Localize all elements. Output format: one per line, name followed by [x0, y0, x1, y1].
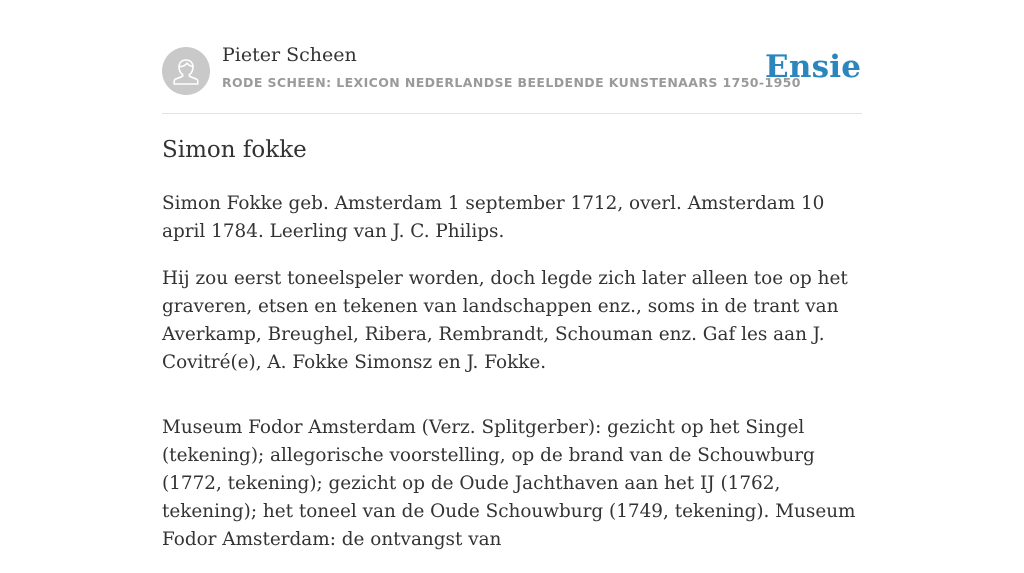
article-body: [162, 190, 862, 573]
user-silhouette-icon: [162, 47, 210, 95]
article-paragraph: Simon Fokke geb. Amsterdam 1 september 1712, overl. Amsterdam 10 april 1784. Leerling van J. C. Philips.: [162, 193, 825, 242]
content-column: [162, 0, 862, 550]
author-avatar[interactable]: [162, 47, 210, 95]
source-publication[interactable]: RODE SCHEEN: LEXICON NEDERLANDSE BEELDENDE KUNSTENAARS 1750-1950: [222, 75, 801, 90]
ensie-logo[interactable]: Ensie: [765, 49, 862, 85]
article-paragraph: Hij zou eerst toneelspeler worden, doch legde zich later alleen toe op het graveren, etsen en tekenen van landschappen enz., soms in de trant van Averkamp, Breughel, Ribera, Rembrandt, Schouman enz. Gaf les aan J. Covitré(e), A. Fokke Simonsz en J. Fokke.: [162, 268, 848, 373]
article-header: [162, 0, 862, 114]
author-name[interactable]: Pieter Scheen: [222, 44, 357, 66]
article-paragraph: Museum Fodor Amsterdam (Verz. Splitgerber): gezicht op het Singel (tekening); allegorische voorstelling, op de brand van de Schouwburg (1772, tekening); gezicht op de Oude Jachthaven aan het IJ (1762, tekening); het toneel van de Oude Schouwburg (1749, tekening). Museum Fodor Amsterdam: de ontvangst van: [162, 417, 856, 550]
article-title: Simon fokke: [162, 137, 307, 163]
